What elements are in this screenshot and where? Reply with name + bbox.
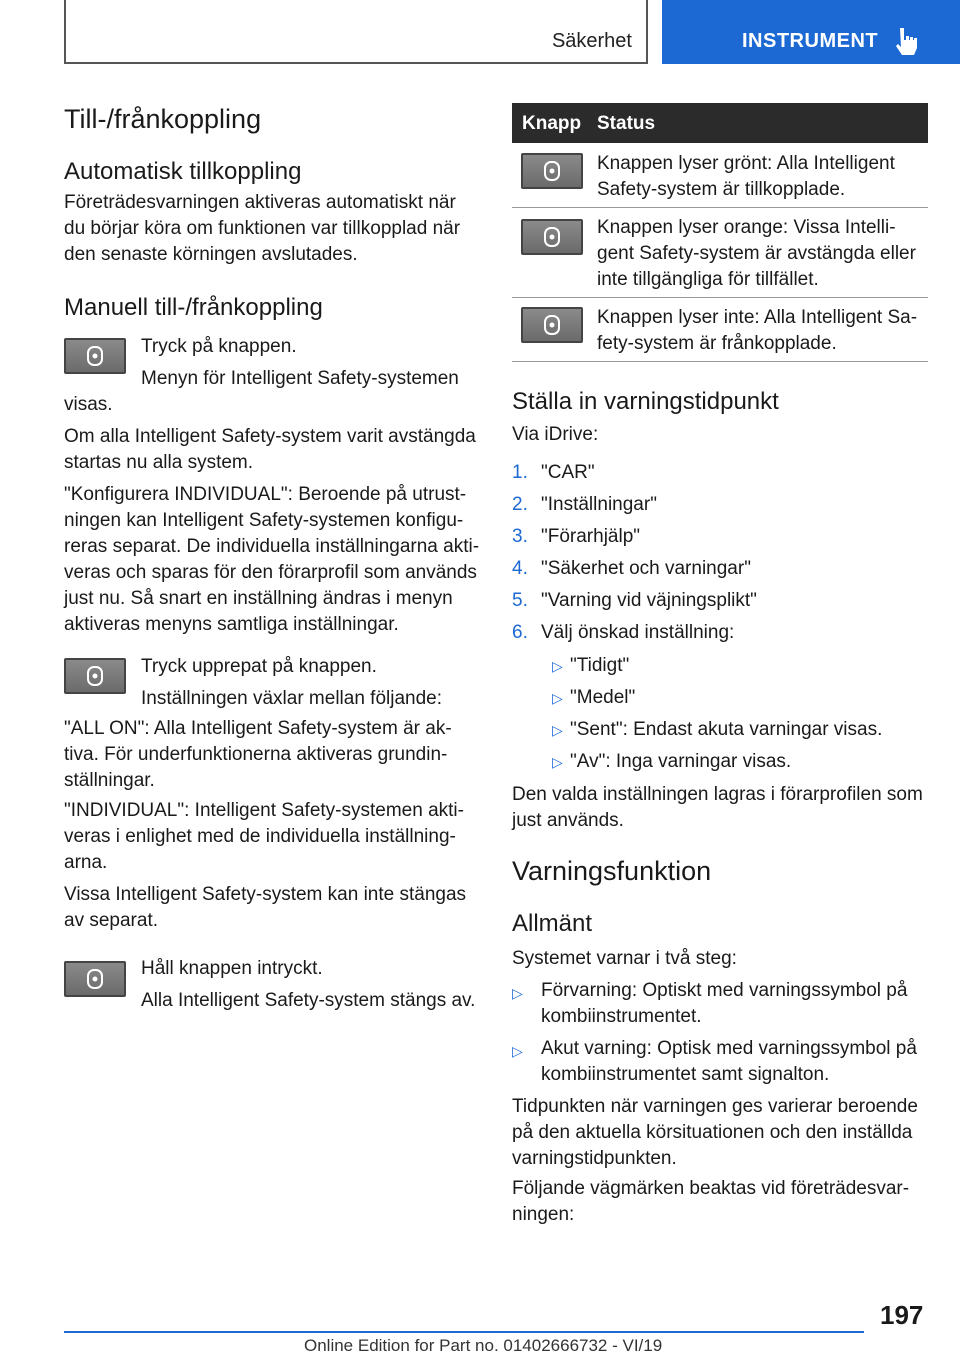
paragraph-auto: Företrädesvarningen aktiveras automatiskt när du börjar köra om funktionen var tillkopplad när den senaste körningen avslutades. xyxy=(64,192,461,265)
safety-button-image xyxy=(521,307,583,343)
paragraph-all-on: "ALL ON": Alla Intelligent Safety-system är ak- tiva. För underfunktionerna aktiveras grundin- ställningar. xyxy=(64,718,452,791)
heading-warning-function: Varningsfunktion xyxy=(512,856,712,886)
step-number: 3. xyxy=(512,526,528,547)
safety-button-image xyxy=(64,961,126,997)
triangle-bullet-icon: ▷ xyxy=(552,722,563,738)
option-text: "Sent": Endast akuta varningar visas. xyxy=(570,719,883,740)
text-menu-shown-cont: visas. xyxy=(64,394,113,415)
step-text: "Förarhjälp" xyxy=(541,526,641,547)
col-status: Status xyxy=(597,113,656,134)
step-number: 4. xyxy=(512,558,528,579)
triangle-bullet-icon: ▷ xyxy=(512,985,523,1001)
step-text: "Inställningar" xyxy=(541,494,657,515)
table-divider xyxy=(512,207,928,208)
table-divider xyxy=(512,361,928,362)
triangle-bullet-icon: ▷ xyxy=(512,1043,523,1059)
paragraph-saved: Den valda inställningen lagras i förarprofilen som just används. xyxy=(512,784,923,831)
safety-button-image xyxy=(521,219,583,255)
text-all-off: Alla Intelligent Safety-system stängs av. xyxy=(141,990,476,1011)
table-divider xyxy=(512,297,928,298)
page-number: 197 xyxy=(880,1300,924,1330)
safety-car-icon xyxy=(85,968,105,990)
heading-manual: Manuell till-/frånkoppling xyxy=(64,294,323,321)
text-two-steps: Systemet varnar i två steg: xyxy=(512,948,737,969)
triangle-bullet-icon: ▷ xyxy=(552,658,563,674)
footer-edition: Online Edition for Part no. 01402666732 - VI/19 xyxy=(304,1336,663,1355)
step-text: "Varning vid väjningsplikt" xyxy=(541,590,757,611)
option-text: "Av": Inga varningar visas. xyxy=(570,751,792,772)
chapter-title: INSTRUMENT xyxy=(742,30,879,52)
table-row-orange: Knappen lyser orange: Vissa Intelli- gent Safety-system är avstängda eller inte tillgängliga för tillfället. xyxy=(597,217,916,290)
footer-divider xyxy=(64,1331,864,1333)
status-table-header xyxy=(512,103,928,143)
option-text: "Tidigt" xyxy=(570,655,630,676)
heading-auto: Automatisk tillkoppling xyxy=(64,158,302,185)
text-hold: Håll knappen intryckt. xyxy=(141,958,323,979)
paragraph-all-off: Om alla Intelligent Safety-system varit avstängda startas nu alla system. xyxy=(64,426,476,473)
text-press-repeat: Tryck upprepat på knappen. xyxy=(141,656,377,677)
bullet-acute-warning: Akut varning: Optisk med varningssymbol på kombiinstrumentet samt signalton. xyxy=(541,1038,917,1085)
paragraph-configure: "Konfigurera INDIVIDUAL": Beroende på utrust- ningen kan Intelligent Safety-systemen konfigu- reras separat. De individuella inställningarna akti- veras och sparas för den förarprofil som används just nu. Så snart en inställning ändras i menyn aktiveras menyns samtliga inställningar. xyxy=(64,484,480,635)
heading-general: Allmänt xyxy=(512,910,593,937)
step-number: 1. xyxy=(512,462,528,483)
safety-car-icon xyxy=(542,226,562,248)
heading-timing: Ställa in varningstidpunkt xyxy=(512,388,779,415)
safety-car-icon xyxy=(542,160,562,182)
paragraph-individual: "INDIVIDUAL": Intelligent Safety-systemen akti- veras i enlighet med de individuella inställning- arna. xyxy=(64,800,464,873)
header-section-tab xyxy=(64,0,648,64)
safety-car-icon xyxy=(542,314,562,336)
step-number: 6. xyxy=(512,622,528,643)
step-text: "Säkerhet och varningar" xyxy=(541,558,751,579)
col-button: Knapp xyxy=(522,113,582,134)
triangle-bullet-icon: ▷ xyxy=(552,754,563,770)
text-via: Via iDrive: xyxy=(512,424,599,445)
safety-button-image xyxy=(64,658,126,694)
triangle-bullet-icon: ▷ xyxy=(552,690,563,706)
section-title: Säkerhet xyxy=(551,30,632,52)
header-chapter-tab xyxy=(662,0,960,64)
option-text: "Medel" xyxy=(570,687,636,708)
text-toggle-between: Inställningen växlar mellan följande: xyxy=(141,688,443,709)
safety-button-image xyxy=(521,153,583,189)
safety-car-icon xyxy=(85,345,105,367)
step-number: 5. xyxy=(512,590,528,611)
step-text: Välj önskad inställning: xyxy=(541,622,735,643)
heading-toggle: Till-/frånkoppling xyxy=(64,104,262,134)
paragraph-timing: Tidpunkten när varningen ges varierar beroende på den aktuella körsituationen och den inställda varningstidpunkten. xyxy=(512,1096,918,1169)
table-row-off: Knappen lyser inte: Alla Intelligent Sa- fety-system är frånkopplade. xyxy=(597,307,918,354)
step-text: "CAR" xyxy=(541,462,595,483)
paragraph-some: Vissa Intelligent Safety-system kan inte stängas av separat. xyxy=(64,884,467,931)
table-row-green: Knappen lyser grönt: Alla Intelligent Safety-system är tillkopplade. xyxy=(597,153,895,200)
text-menu-shown: Menyn för Intelligent Safety-systemen xyxy=(141,368,459,389)
safety-car-icon xyxy=(85,665,105,687)
text-press-once: Tryck på knappen. xyxy=(141,336,297,357)
step-number: 2. xyxy=(512,494,528,515)
safety-button-image xyxy=(64,338,126,374)
pointing-hand-icon xyxy=(894,26,920,56)
paragraph-signs: Följande vägmärken beaktas vid företrädesvar- ningen: xyxy=(512,1178,910,1225)
bullet-prewarning: Förvarning: Optiskt med varningssymbol på kombiinstrumentet. xyxy=(541,980,908,1027)
